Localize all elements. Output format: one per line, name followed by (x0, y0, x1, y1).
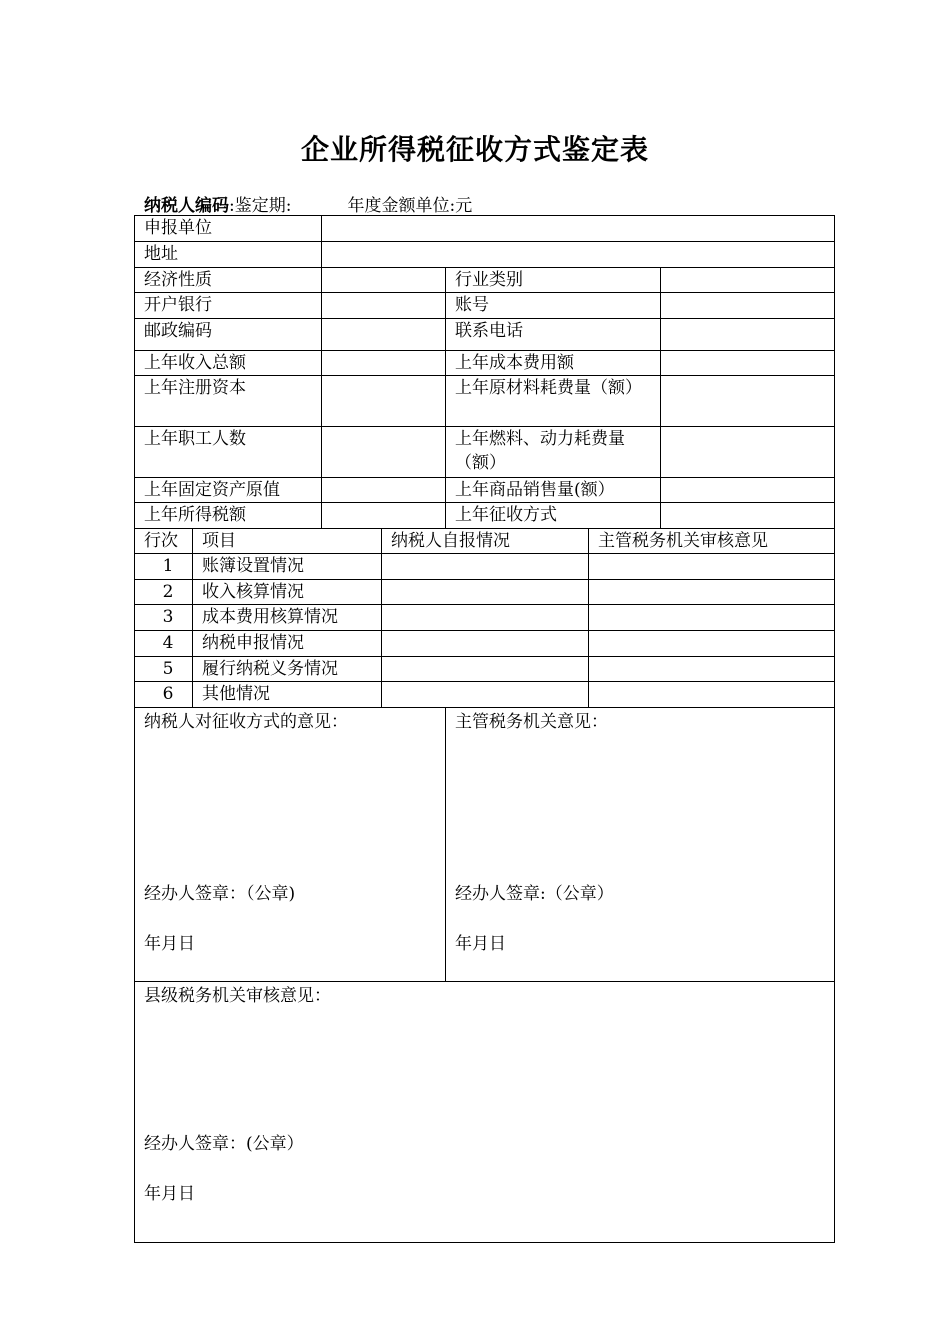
industry-value-field[interactable] (661, 268, 835, 293)
item-name: 纳税申报情况 (193, 631, 382, 657)
items-header-seq: 行次 (135, 529, 193, 554)
authority-opinion-block[interactable] (446, 708, 835, 982)
last-method-label: 上年征收方式 (446, 503, 661, 529)
last-cost-label: 上年成本费用额 (446, 351, 661, 376)
page-title: 企业所得税征收方式鉴定表 (300, 133, 649, 166)
self-report-field[interactable] (382, 554, 589, 580)
county-opinion-title: 县级税务机关审核意见： (144, 986, 331, 1006)
postcode-value-field[interactable] (322, 319, 446, 351)
account-label: 账号 (446, 293, 661, 319)
item-seq: 6 (135, 682, 193, 708)
county-signature-label: 经办人签章：(公章） (144, 1134, 304, 1154)
economic-nature-label: 经济性质 (135, 268, 322, 293)
assessment-form-table (134, 215, 835, 1243)
assessment-period-label: 鉴定期: (234, 196, 292, 216)
last-method-value-field[interactable] (661, 503, 835, 529)
phone-label: 联系电话 (446, 319, 661, 351)
table-row (135, 554, 835, 580)
self-report-field[interactable] (382, 657, 589, 682)
last-fuel-label: 上年燃料、动力耗费量（额） (446, 427, 661, 478)
meta-separator: : (229, 196, 235, 216)
amount-unit-label: 年度金额单位:元 (347, 196, 473, 216)
authority-opinion-field[interactable] (589, 554, 835, 580)
authority-opinion-field[interactable] (589, 682, 835, 708)
last-staff-value-field[interactable] (322, 427, 446, 478)
self-report-field[interactable] (382, 605, 589, 631)
item-name: 履行纳税义务情况 (193, 657, 382, 682)
last-fuel-value-field[interactable] (661, 427, 835, 478)
address-label: 地址 (135, 242, 322, 268)
table-row (135, 580, 835, 605)
item-name: 账簿设置情况 (193, 554, 382, 580)
taxpayer-code-label: 纳税人编码 (144, 196, 229, 216)
county-date-label: 年月日 (144, 1184, 195, 1204)
self-report-field[interactable] (382, 580, 589, 605)
last-sales-value-field[interactable] (661, 478, 835, 503)
bank-value-field[interactable] (322, 293, 446, 319)
applicant-value-field[interactable] (322, 216, 835, 242)
self-report-field[interactable] (382, 631, 589, 657)
items-header-authority-opinion: 主管税务机关审核意见 (589, 529, 835, 554)
table-row (135, 682, 835, 708)
last-capital-value-field[interactable] (322, 376, 446, 427)
item-seq: 5 (135, 657, 193, 682)
last-tax-value-field[interactable] (322, 503, 446, 529)
authority-opinion-field[interactable] (589, 580, 835, 605)
last-capital-label: 上年注册资本 (135, 376, 322, 427)
last-income-value-field[interactable] (322, 351, 446, 376)
postcode-label: 邮政编码 (135, 319, 322, 351)
taxpayer-opinion-block[interactable] (135, 708, 446, 982)
item-seq: 2 (135, 580, 193, 605)
item-seq: 1 (135, 554, 193, 580)
authority-opinion-field[interactable] (589, 605, 835, 631)
items-header-self-report: 纳税人自报情况 (382, 529, 589, 554)
applicant-label: 申报单位 (135, 216, 322, 242)
authority-signature-label: 经办人签章:（公章） (455, 884, 614, 904)
account-value-field[interactable] (661, 293, 835, 319)
industry-label: 行业类别 (446, 268, 661, 293)
self-report-field[interactable] (382, 682, 589, 708)
item-name: 成本费用核算情况 (193, 605, 382, 631)
item-seq: 4 (135, 631, 193, 657)
last-tax-label: 上年所得税额 (135, 503, 322, 529)
table-row (135, 605, 835, 631)
bank-label: 开户银行 (135, 293, 322, 319)
economic-nature-value-field[interactable] (322, 268, 446, 293)
item-name: 收入核算情况 (193, 580, 382, 605)
last-fixed-asset-label: 上年固定资产原值 (135, 478, 322, 503)
phone-value-field[interactable] (661, 319, 835, 351)
last-sales-label: 上年商品销售量(额） (446, 478, 661, 503)
item-name: 其他情况 (193, 682, 382, 708)
county-opinion-block[interactable] (135, 982, 835, 1243)
item-seq: 3 (135, 605, 193, 631)
table-row (135, 631, 835, 657)
last-cost-value-field[interactable] (661, 351, 835, 376)
last-material-label: 上年原材料耗费量（额） (446, 376, 661, 427)
authority-opinion-field[interactable] (589, 657, 835, 682)
authority-date-label: 年月日 (455, 934, 506, 954)
last-material-value-field[interactable] (661, 376, 835, 427)
address-value-field[interactable] (322, 242, 835, 268)
items-header-item: 项目 (193, 529, 382, 554)
form-meta-line (144, 191, 472, 216)
taxpayer-signature-label: 经办人签章：（公章) (144, 884, 296, 904)
taxpayer-opinion-title: 纳税人对征收方式的意见： (144, 712, 348, 732)
last-fixed-asset-value-field[interactable] (322, 478, 446, 503)
last-staff-label: 上年职工人数 (135, 427, 322, 478)
table-row (135, 657, 835, 682)
taxpayer-date-label: 年月日 (144, 934, 195, 954)
authority-opinion-field[interactable] (589, 631, 835, 657)
last-income-label: 上年收入总额 (135, 351, 322, 376)
authority-opinion-title: 主管税务机关意见： (455, 712, 608, 732)
